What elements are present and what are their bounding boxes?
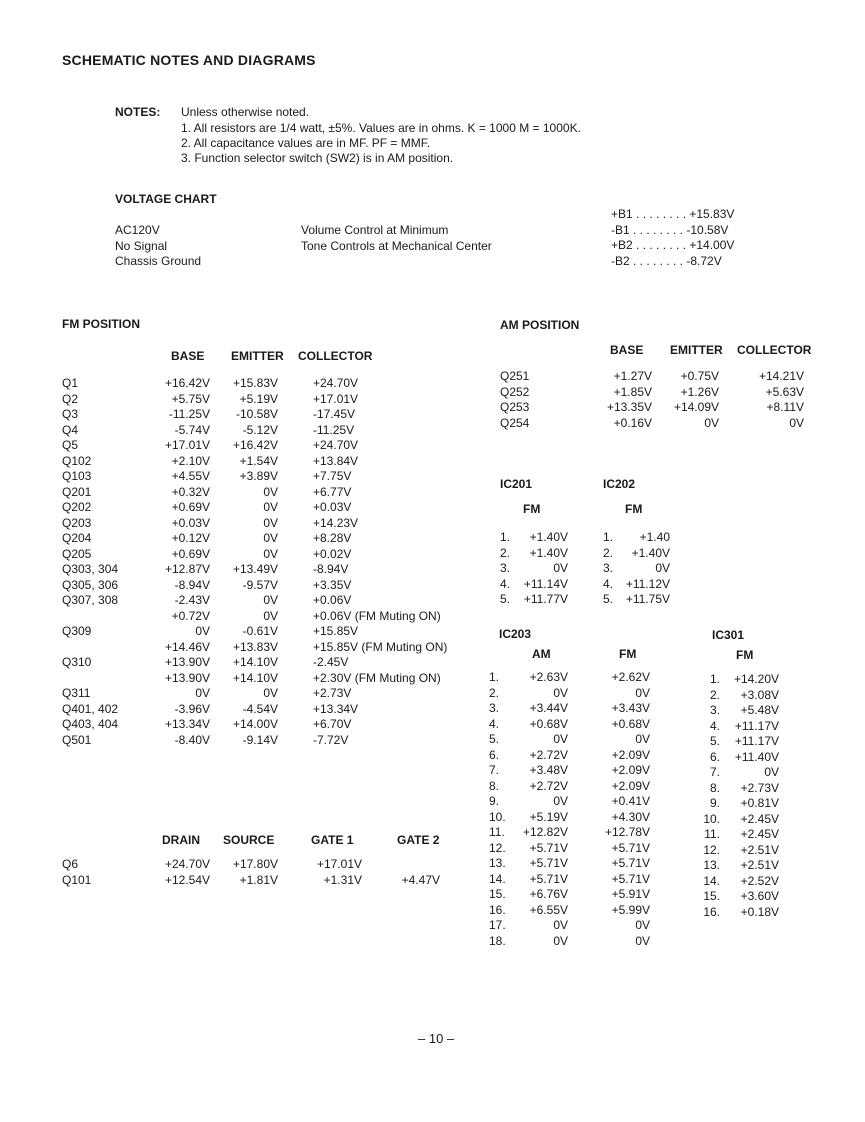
fet-gate2-column [380, 857, 440, 888]
fm-collector-value: +6.70V [313, 717, 352, 731]
fm-transistor-name: Q3 [62, 407, 79, 421]
fm-transistor-name: Q103 [62, 469, 92, 483]
ic301-pin: 14. [703, 873, 720, 888]
notes-intro: Unless otherwise noted. [181, 105, 310, 119]
fm-collector-value: +15.85V [313, 624, 359, 638]
ic203-fm-value: +5.99V [611, 902, 650, 917]
ic203-am-value: +2.72V [529, 747, 568, 762]
ic203-am-value: +3.48V [529, 763, 568, 777]
fm-emitter-value: -0.61V [242, 624, 278, 638]
am-name-column [500, 369, 529, 431]
ic203-am-value: 0V [553, 933, 568, 948]
fm-collector-value: +0.02V [313, 546, 352, 561]
fet-drain-value: +24.70V [164, 857, 210, 871]
fet-drain-column [140, 857, 210, 888]
fet-gate1-value: +1.31V [323, 872, 362, 887]
ic203-am-value: +0.68V [529, 716, 568, 731]
fm-transistor-name: Q311 [62, 686, 91, 700]
ic301-sub: FM [736, 648, 754, 662]
fet-gate1-column [300, 857, 362, 888]
ic202-value: +11.12V [625, 576, 670, 591]
ic203-fm-value: +5.91V [611, 887, 650, 901]
conditions-mid [301, 223, 492, 254]
fm-emitter-value: 0V [263, 515, 278, 530]
ic203-fm-value: +4.30V [611, 809, 650, 824]
ic301-value: +0.18V [740, 904, 779, 919]
am-collector-value: +5.63V [765, 384, 804, 399]
ic203-am-column [505, 670, 568, 949]
fm-emitter-value: +14.10V [232, 670, 278, 685]
ic201-pin: 1. [500, 530, 511, 544]
ic203-pin: 5. [489, 732, 500, 746]
ic201-value: 0V [553, 561, 568, 575]
ic301-pin: 13. [703, 858, 720, 872]
fm-base-value: +4.55V [171, 469, 210, 483]
am-emitter-value: +14.09V [673, 400, 719, 414]
fm-emitter-value: +15.83V [232, 376, 278, 390]
fet-source-column [210, 857, 278, 888]
fm-collector-value: -11.25V [313, 422, 355, 437]
fet-source-value: +17.80V [232, 857, 278, 871]
ic202-value: 0V [655, 561, 670, 575]
fm-base-value: -3.96V [174, 701, 210, 716]
fm-collector-value: +2.73V [313, 686, 352, 700]
ic203-pin: 7. [489, 763, 500, 777]
ic203-pin: 1. [489, 670, 500, 684]
ic301-label: IC301 [712, 628, 745, 642]
ic203-fm-value: +12.78V [604, 825, 650, 839]
fm-emitter-value: -9.57V [242, 577, 278, 592]
fm-base-value: +12.87V [164, 562, 210, 576]
fet-name-column [62, 857, 91, 888]
fm-base-value: +0.32V [171, 484, 210, 499]
ic201-label: IC201 [500, 477, 533, 491]
fm-transistor-name: Q202 [62, 500, 92, 514]
page-number: – 10 – [418, 1031, 455, 1046]
fm-base-value: +0.12V [171, 531, 210, 545]
ic201-pin: 4. [500, 576, 511, 591]
ic202-pin: 5. [603, 592, 614, 606]
note-item-1: 1. All resistors are 1/4 watt, ±5%. Values are in ohms. K = 1000 M = 1000K. [181, 121, 581, 135]
fm-collector-value: +2.30V (FM Muting ON) [313, 670, 441, 685]
fm-collector-value: +0.06V [313, 593, 352, 607]
ic203-fm-value: +2.09V [611, 747, 650, 762]
ic301-pin: 8. [709, 780, 720, 795]
fet-name: Q6 [62, 857, 79, 871]
fm-emitter-value: +14.10V [232, 655, 278, 669]
fm-emitter-value: +13.49V [232, 562, 278, 576]
fm-transistor-name: Q310 [62, 655, 92, 669]
condition-volume: Volume Control at Minimum [301, 223, 449, 237]
ic203-fm-value: 0V [635, 918, 650, 932]
fm-collector-value: -2.45V [313, 655, 349, 669]
fm-name-column [62, 376, 118, 748]
fet-gate2-value: +4.47V [401, 872, 440, 887]
fm-transistor-name [62, 640, 118, 656]
fm-base-value: -11.25V [168, 407, 210, 421]
ic203-pin: 10. [489, 809, 506, 824]
ic301-value: +11.17V [734, 718, 779, 733]
fm-base-value: +17.01V [164, 438, 210, 452]
fet-header-gate1: GATE 1 [311, 833, 354, 847]
am-emitter-value: 0V [704, 415, 719, 430]
fm-transistor-name: Q305, 306 [62, 577, 119, 592]
fm-collector-value: +0.03V [313, 500, 352, 514]
ic203-pin: 6. [489, 747, 500, 762]
condition-tone: Tone Controls at Mechanical Center [301, 238, 492, 253]
ic301-value: +11.17V [734, 734, 779, 748]
ic301-value-column [722, 672, 779, 920]
ic203-pin: 18. [489, 933, 506, 948]
fm-emitter-value: +16.42V [232, 438, 278, 452]
ic201-value-column [510, 530, 568, 608]
am-emitter-value: +0.75V [680, 369, 719, 383]
fm-collector-value: -8.94V [313, 562, 349, 576]
ic202-label: IC202 [603, 477, 636, 491]
fm-emitter-value: -9.14V [242, 732, 278, 747]
notes-label: NOTES: [115, 105, 161, 119]
fm-transistor-name: Q307, 308 [62, 593, 119, 607]
supply-b2-minus: -B2 . . . . . . . . -8.72V [611, 253, 722, 268]
fm-collector-value: +24.70V [313, 438, 359, 452]
fm-transistor-name: Q4 [62, 422, 79, 437]
fm-transistor-name: Q403, 404 [62, 717, 119, 731]
fm-collector-value: +13.84V [313, 453, 359, 468]
am-transistor-name: Q254 [500, 415, 530, 430]
fm-position-label: FM POSITION [62, 317, 140, 331]
supply-b1-plus: +B1 . . . . . . . . +15.83V [611, 207, 735, 221]
am-base-value: +1.85V [613, 384, 652, 399]
ic203-sub-fm: FM [619, 647, 637, 661]
fm-base-value: +0.69V [171, 500, 210, 514]
ic203-am-value: +6.76V [529, 887, 568, 901]
am-header-emitter: EMITTER [670, 343, 723, 357]
am-transistor-name: Q251 [500, 369, 530, 383]
fm-transistor-name: Q401, 402 [62, 701, 119, 716]
ic301-value: +2.51V [740, 858, 779, 872]
fm-collector-value: +3.35V [313, 577, 352, 592]
ic203-pin: 2. [489, 685, 500, 700]
fm-collector-value: -7.72V [313, 732, 349, 747]
ic301-pin: 11. [704, 827, 720, 841]
fm-collector-value: +0.06V (FM Muting ON) [313, 608, 441, 623]
fm-base-value: +16.42V [164, 376, 210, 390]
ic201-pin: 2. [500, 545, 511, 560]
ic202-pin: 4. [603, 576, 614, 591]
fm-emitter-value: -4.54V [242, 701, 278, 716]
fm-emitter-value: 0V [263, 484, 278, 499]
fm-transistor-name: Q2 [62, 391, 79, 406]
am-collector-value: +8.11V [766, 400, 804, 414]
ic201-value: +1.40V [529, 530, 568, 544]
fm-collector-value: +13.34V [313, 701, 359, 716]
fm-emitter-value: +1.54V [239, 453, 278, 468]
fet-source-value: +1.81V [239, 872, 278, 887]
fm-emitter-value: 0V [263, 593, 278, 607]
condition-signal: No Signal [115, 238, 168, 253]
fm-base-value: 0V [195, 686, 210, 700]
ic203-fm-value: +5.71V [611, 871, 650, 886]
ic201-pin-column [500, 530, 510, 608]
ic203-pin: 14. [489, 871, 506, 886]
ic203-am-value: 0V [553, 732, 568, 746]
ic203-pin: 3. [489, 701, 500, 715]
ic203-pin: 15. [489, 887, 506, 901]
am-base-value: +13.35V [606, 400, 652, 414]
supply-voltages [611, 207, 734, 269]
ic203-fm-value: +0.68V [611, 716, 650, 731]
am-base-value: +0.16V [613, 415, 652, 430]
fm-base-value: +0.69V [171, 546, 210, 561]
fm-emitter-value: -10.58V [235, 407, 278, 421]
fm-emitter-column [210, 376, 278, 748]
fm-base-value: +14.46V [164, 639, 210, 654]
condition-ac: AC120V [115, 223, 160, 237]
ic203-am-value: 0V [553, 794, 568, 808]
ic301-pin: 15. [703, 889, 720, 903]
ic203-pin: 12. [489, 840, 506, 855]
ic301-pin: 9. [709, 796, 720, 810]
ic202-value: +1.40V [631, 545, 670, 560]
ic301-pin: 2. [709, 687, 720, 702]
ic301-pin: 1. [709, 672, 720, 686]
fm-emitter-value: +3.89V [239, 469, 278, 483]
fm-transistor-name [62, 609, 118, 625]
am-base-value: +1.27V [613, 369, 652, 383]
ic203-am-value: +3.44V [529, 701, 568, 715]
ic203-fm-value: 0V [635, 732, 650, 746]
fm-header-emitter: EMITTER [231, 349, 284, 363]
fm-transistor-name: Q1 [62, 376, 79, 390]
ic202-pin: 1. [603, 530, 614, 544]
fm-transistor-name: Q309 [62, 624, 92, 638]
fm-collector-value: -17.45V [313, 407, 356, 421]
fm-transistor-name: Q204 [62, 531, 92, 545]
ic201-value: +1.40V [529, 545, 568, 560]
ic203-sub-am: AM [532, 647, 551, 661]
ic301-value: +0.81V [740, 796, 779, 810]
fet-header-gate2: GATE 2 [397, 833, 440, 847]
ic201-sub: FM [523, 502, 541, 516]
fet-header-source: SOURCE [223, 833, 275, 847]
am-collector-value: +14.21V [758, 369, 804, 383]
fm-transistor-name: Q501 [62, 732, 92, 747]
ic203-am-value: +5.71V [529, 871, 568, 886]
ic202-value: +1.40 [639, 530, 670, 544]
am-collector-value: 0V [789, 415, 804, 430]
fet-header-drain: DRAIN [162, 833, 200, 847]
am-transistor-name: Q253 [500, 400, 530, 414]
fm-transistor-name [62, 671, 118, 687]
fm-header-base: BASE [171, 349, 205, 363]
ic201-value: +11.14V [523, 576, 568, 591]
fm-base-value: +2.10V [171, 453, 210, 468]
fm-base-value: -8.40V [174, 732, 210, 747]
fet-gate1-value: +17.01V [316, 857, 362, 871]
fm-emitter-value: +5.19V [239, 391, 278, 406]
fm-collector-column [313, 376, 447, 748]
note-item-3: 3. Function selector switch (SW2) is in AM position. [181, 151, 454, 165]
fm-base-value: +13.34V [164, 717, 210, 731]
ic203-pin: 8. [489, 778, 500, 793]
ic203-am-value: 0V [553, 918, 568, 932]
ic301-value: +5.48V [740, 703, 779, 717]
ic202-value: +11.75V [625, 592, 670, 606]
ic301-value: +3.08V [740, 687, 779, 702]
fm-emitter-value: 0V [263, 608, 278, 623]
ic203-fm-value: +3.43V [611, 701, 650, 715]
ic203-am-value: +5.71V [529, 840, 568, 855]
ic203-pin: 11. [489, 825, 505, 839]
fm-collector-value: +24.70V [313, 376, 359, 390]
fm-emitter-value: -5.12V [242, 422, 278, 437]
ic301-value: +2.45V [740, 811, 779, 826]
fm-transistor-name: Q205 [62, 546, 92, 561]
ic301-pin-column [698, 672, 720, 920]
fm-base-value: 0V [195, 624, 210, 638]
ic202-sub: FM [625, 502, 643, 516]
ic203-fm-value: +2.09V [611, 763, 650, 777]
fm-base-value: -5.74V [174, 422, 210, 437]
fm-emitter-value: 0V [263, 686, 278, 700]
fm-transistor-name: Q303, 304 [62, 562, 119, 576]
fm-transistor-name: Q203 [62, 515, 92, 530]
fm-header-collector: COLLECTOR [298, 349, 373, 363]
ic202-pin-column [603, 530, 613, 608]
fm-emitter-value: 0V [263, 531, 278, 545]
ic202-pin: 3. [603, 561, 614, 575]
fm-collector-value: +8.28V [313, 531, 352, 545]
am-header-base: BASE [610, 343, 644, 357]
fet-drain-value: +12.54V [164, 872, 210, 887]
voltage-chart-label: VOLTAGE CHART [115, 192, 217, 206]
ic203-pin: 4. [489, 716, 500, 731]
fm-transistor-name: Q201 [62, 484, 92, 499]
fm-base-value: +13.90V [164, 670, 210, 685]
ic202-pin: 2. [603, 545, 614, 560]
am-emitter-column [652, 369, 719, 431]
ic203-am-value: +6.55V [529, 902, 568, 917]
ic201-pin: 3. [500, 561, 511, 575]
fm-base-column [140, 376, 210, 748]
ic301-pin: 6. [709, 749, 720, 764]
fm-base-value: +5.75V [171, 391, 210, 406]
ic203-fm-value: +2.62V [611, 670, 650, 684]
ic301-value: +2.73V [740, 780, 779, 795]
ic201-pin: 5. [500, 592, 511, 606]
ic203-am-value: 0V [553, 685, 568, 700]
ic301-value: +14.20V [733, 672, 779, 686]
ic203-fm-value: 0V [635, 933, 650, 948]
note-item-2: 2. All capacitance values are in MF. PF = MMF. [181, 136, 431, 150]
am-collector-column [719, 369, 804, 431]
ic203-fm-value: +5.71V [611, 856, 650, 870]
ic301-pin: 4. [709, 718, 720, 733]
ic301-value: +3.60V [740, 889, 779, 903]
am-emitter-value: +1.26V [680, 384, 719, 399]
condition-ground: Chassis Ground [115, 254, 202, 268]
ic203-pin-column [489, 670, 506, 949]
fm-base-value: -2.43V [174, 593, 210, 607]
ic203-am-value: +12.82V [522, 825, 568, 839]
ic203-fm-column [590, 670, 650, 949]
fm-collector-value: +7.75V [313, 469, 352, 483]
ic203-fm-value: +5.71V [611, 840, 650, 855]
fm-collector-value: +15.85V (FM Muting ON) [313, 639, 448, 654]
ic301-pin: 3. [709, 703, 720, 717]
fet-name: Q101 [62, 872, 92, 887]
ic203-pin: 9. [489, 794, 500, 808]
ic203-label: IC203 [499, 627, 532, 641]
ic301-value: +11.40V [734, 749, 779, 764]
ic301-pin: 10. [703, 811, 720, 826]
ic203-pin: 17. [489, 918, 506, 932]
ic301-value: 0V [764, 765, 779, 779]
fm-base-value: +0.72V [171, 608, 210, 623]
fm-collector-value: +6.77V [313, 484, 352, 499]
ic203-pin: 13. [489, 856, 506, 870]
supply-b2-plus: +B2 . . . . . . . . +14.00V [611, 238, 735, 252]
ic301-value: +2.51V [740, 842, 779, 857]
fm-base-value: -8.94V [174, 577, 210, 592]
ic203-pin: 16. [489, 902, 506, 917]
fm-transistor-name: Q102 [62, 453, 92, 468]
ic301-value: +2.52V [740, 873, 779, 888]
fm-emitter-value: +14.00V [232, 717, 278, 731]
fm-base-value: +0.03V [171, 515, 210, 530]
fm-collector-value: +14.23V [313, 515, 359, 530]
ic202-value-column [613, 530, 670, 608]
fm-base-value: +13.90V [164, 655, 210, 669]
conditions-left [115, 223, 201, 270]
am-transistor-name: Q252 [500, 384, 530, 399]
ic201-value: +11.77V [523, 592, 568, 606]
am-header-collector: COLLECTOR [737, 343, 812, 357]
ic203-fm-value: +0.41V [611, 794, 650, 808]
am-base-column [580, 369, 652, 431]
ic203-fm-value: +2.09V [611, 778, 650, 793]
fm-emitter-value: 0V [263, 500, 278, 514]
ic203-am-value: +2.63V [529, 670, 568, 684]
fm-collector-value: +17.01V [313, 391, 359, 406]
ic301-pin: 5. [709, 734, 720, 748]
page-title: SCHEMATIC NOTES AND DIAGRAMS [62, 52, 316, 68]
fet-gate2-value [380, 857, 440, 873]
fm-transistor-name: Q5 [62, 438, 79, 452]
ic301-pin: 7. [709, 765, 720, 779]
am-position-label: AM POSITION [500, 318, 580, 332]
ic301-value: +2.45V [740, 827, 779, 841]
fm-emitter-value: 0V [263, 546, 278, 561]
supply-b1-minus: -B1 . . . . . . . . -10.58V [611, 222, 729, 237]
ic203-am-value: +5.19V [529, 809, 568, 824]
ic203-am-value: +5.71V [529, 856, 568, 870]
ic301-pin: 12. [703, 842, 720, 857]
ic203-am-value: +2.72V [529, 778, 568, 793]
ic203-fm-value: 0V [635, 685, 650, 700]
ic301-pin: 16. [703, 904, 720, 919]
fm-emitter-value: +13.83V [232, 639, 278, 654]
